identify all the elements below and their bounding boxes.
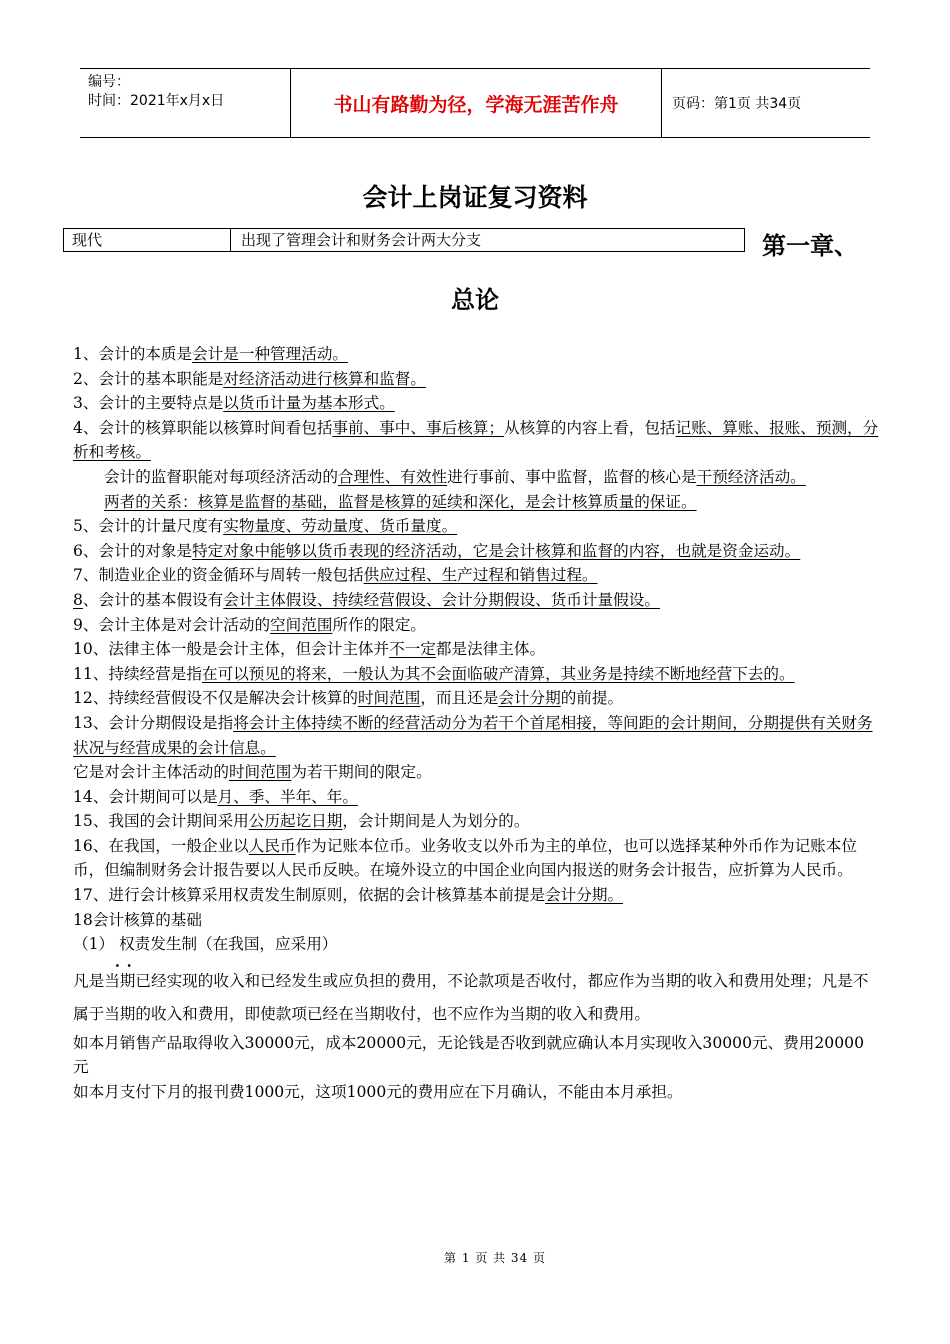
paragraph: [73, 908, 879, 933]
text-run: 11、持续经营是指: [73, 664, 202, 683]
paragraph: [73, 514, 879, 539]
paragraph: [73, 760, 879, 785]
paragraph: [73, 662, 879, 687]
text-run: 从核算的内容上看，包括: [503, 418, 676, 437]
underlined-text: 会计是一种管理活动。: [192, 345, 349, 363]
paragraph: [73, 950, 879, 970]
header-number: 编号：: [88, 74, 130, 90]
text-run: 如本月销售产品取得收入30000元，成本20000元，无论钱是否收到就应确认本月实现收入30000元、费用20000元: [73, 1033, 864, 1077]
underlined-text: 月、季、半年、年。: [217, 787, 358, 806]
chapter-title: 总论: [451, 286, 499, 314]
paragraph: [73, 588, 879, 613]
text-run: 都是法律主体。: [435, 640, 546, 659]
underlined-text: 供应过程、生产过程和销售过程。: [363, 566, 598, 585]
page-header: [80, 68, 870, 138]
paragraph: [73, 416, 879, 465]
underlined-text: 实物量度、劳动量度、货币量度。: [223, 517, 458, 536]
document-title: 会计上岗证复习资料: [362, 183, 588, 212]
text-run: 如本月支付下月的报刊费1000元，这项1000元的费用应在下月确认，不能由本月承担。: [73, 1083, 683, 1102]
underlined-text: 时间范围: [357, 689, 421, 708]
era-period: 现代: [64, 229, 231, 251]
text-run: 7、制造业企业的资金循环与周转一般包括: [73, 566, 364, 585]
underlined-text: 会计主体假设、持续经营假设、会计分期假设、货币计量假设。: [223, 590, 660, 609]
paragraph: [73, 785, 879, 810]
paragraph: [73, 539, 879, 564]
text-run: 9、会计主体是对会计活动的: [73, 615, 271, 634]
underlined-text: 会计分期。: [545, 886, 624, 905]
text-run: 为若干期间的限定。: [291, 763, 432, 782]
paragraph: [73, 465, 879, 490]
underlined-text: 两者的关系：核算是监督的基础，监督是核算的延续和深化，是会计核算质量的保证。: [104, 492, 697, 511]
header-meta: [80, 69, 291, 137]
underlined-text: 会计分期: [498, 689, 561, 708]
page-footer: 第 1 页 共 34 页: [444, 1251, 546, 1265]
text-run: 15、我国的会计期间采用: [73, 812, 249, 831]
paragraph: [73, 883, 879, 908]
text-run: 6、会计的对象是: [73, 541, 193, 560]
paragraph: [73, 686, 879, 711]
text-run: ，会计期间是人为划分的。: [342, 812, 530, 831]
paragraph: [73, 490, 879, 515]
underlined-text: 8: [73, 590, 83, 609]
paragraph: [73, 637, 879, 662]
text-run: 进行事前、事中监督，监督的核心是: [447, 467, 697, 486]
text-run: 作为记账本位币。业务收支以外币为主的单位，也可以选择某种外币作为记账本位币，但编制财务会计报告要以人民币反映。在境外设立的中国企业向国内报送的财务会计报告，应折算为人民币。: [73, 836, 857, 880]
text-run: 2、会计的基本职能是: [73, 369, 224, 388]
text-run: 10、法律主体一般是会计主体，但会计主体并: [73, 640, 390, 659]
underlined-text: 事前、事中、事后核算；: [332, 418, 504, 437]
text-run: 所作的限定。: [332, 615, 427, 634]
underlined-text: 干预经济活动。: [696, 467, 806, 486]
underlined-text: 不一定: [389, 640, 436, 659]
text-run: 1、会计的本质是: [73, 345, 193, 363]
paragraph: [73, 809, 879, 834]
header-date: 时间：2021年x月x日: [88, 93, 225, 109]
era-table: [63, 228, 745, 252]
paragraph: [73, 342, 879, 367]
underlined-text: 以货币计量为基本形式。: [223, 394, 395, 413]
paragraph: [73, 1080, 879, 1105]
header-page-info: 页码：第1页 共34页: [672, 96, 802, 112]
underlined-text: 人民币: [248, 836, 296, 855]
text-run: 凡是当期已经实现的收入和已经发生或应负担的费用，不论款项是否收付，都应作为当期的收入和费用处理；凡是不属于当期的收入和费用，即使款项已经在当期收付，也不应作为当期的收入和费用。: [73, 971, 869, 1023]
text-run: 13、会计分期假设是指: [73, 713, 234, 732]
text-run: 它是对会计主体活动的: [73, 763, 229, 782]
paragraph: [73, 932, 879, 957]
text-run: 12、持续经营假设不仅是解决会计核算的: [73, 689, 358, 708]
paragraph: [73, 965, 879, 1031]
underlined-text: 将会计主体持续不断的经营活动分为若干个首尾相接，等间距的会计期间，分期提供有关财务状况与经营成果的会计信息。: [73, 713, 873, 757]
underlined-text: 特定对象中能够以货币表现的经济活动，它是会计核算和监督的内容，也就是资金运动。: [192, 541, 801, 560]
paragraph: [73, 563, 879, 588]
document-body: [73, 342, 879, 1105]
text-run: 14、会计期间可以是: [73, 787, 218, 806]
paragraph: [73, 711, 879, 760]
text-run: 18会计核算的基础: [73, 910, 202, 929]
underlined-text: 合理性、有效性: [337, 467, 448, 486]
text-run: 16、在我国，一般企业以: [73, 836, 249, 855]
header-motto: 书山有路勤为径，学海无涯苦作舟: [291, 69, 662, 137]
underlined-text: 空间范围: [270, 615, 333, 634]
underlined-text: 公历起讫日期: [248, 812, 343, 831]
text-run: 的前提。: [560, 689, 624, 708]
text-run: 3、会计的主要特点是: [73, 394, 224, 413]
text-run: 17、进行会计核算采用权责发生制原则，依据的会计核算基本前提是: [73, 886, 546, 905]
text-run: 、会计的基本假设有: [82, 590, 224, 609]
text-run: ，而且还是: [420, 689, 499, 708]
chapter-number: 第一章、: [762, 232, 858, 260]
text-run: 会计的监督职能对每项经济活动的: [104, 467, 338, 486]
era-description: 出现了管理会计和财务会计两大分支: [241, 231, 482, 249]
underlined-text: 在可以预见的将来，一般认为其不会面临破产清算，其业务是持续不断地经营下去的。: [202, 664, 795, 683]
text-run: 5、会计的计量尺度有: [73, 517, 224, 536]
text-run: ．．: [115, 950, 147, 970]
underlined-text: 时间范围: [228, 763, 292, 782]
paragraph: [73, 391, 879, 416]
text-run: （1） 权责发生制（在我国，应采用）: [73, 935, 338, 954]
text-run: 4、会计的核算职能以核算时间看包括: [73, 418, 333, 437]
paragraph: [73, 367, 879, 392]
underlined-text: 记账、算账、报账、预测，分析和考核。: [73, 418, 879, 462]
underlined-text: 对经济活动进行核算和监督。: [223, 369, 426, 388]
paragraph: [73, 1031, 879, 1080]
paragraph: [73, 834, 879, 883]
paragraph: [73, 613, 879, 638]
